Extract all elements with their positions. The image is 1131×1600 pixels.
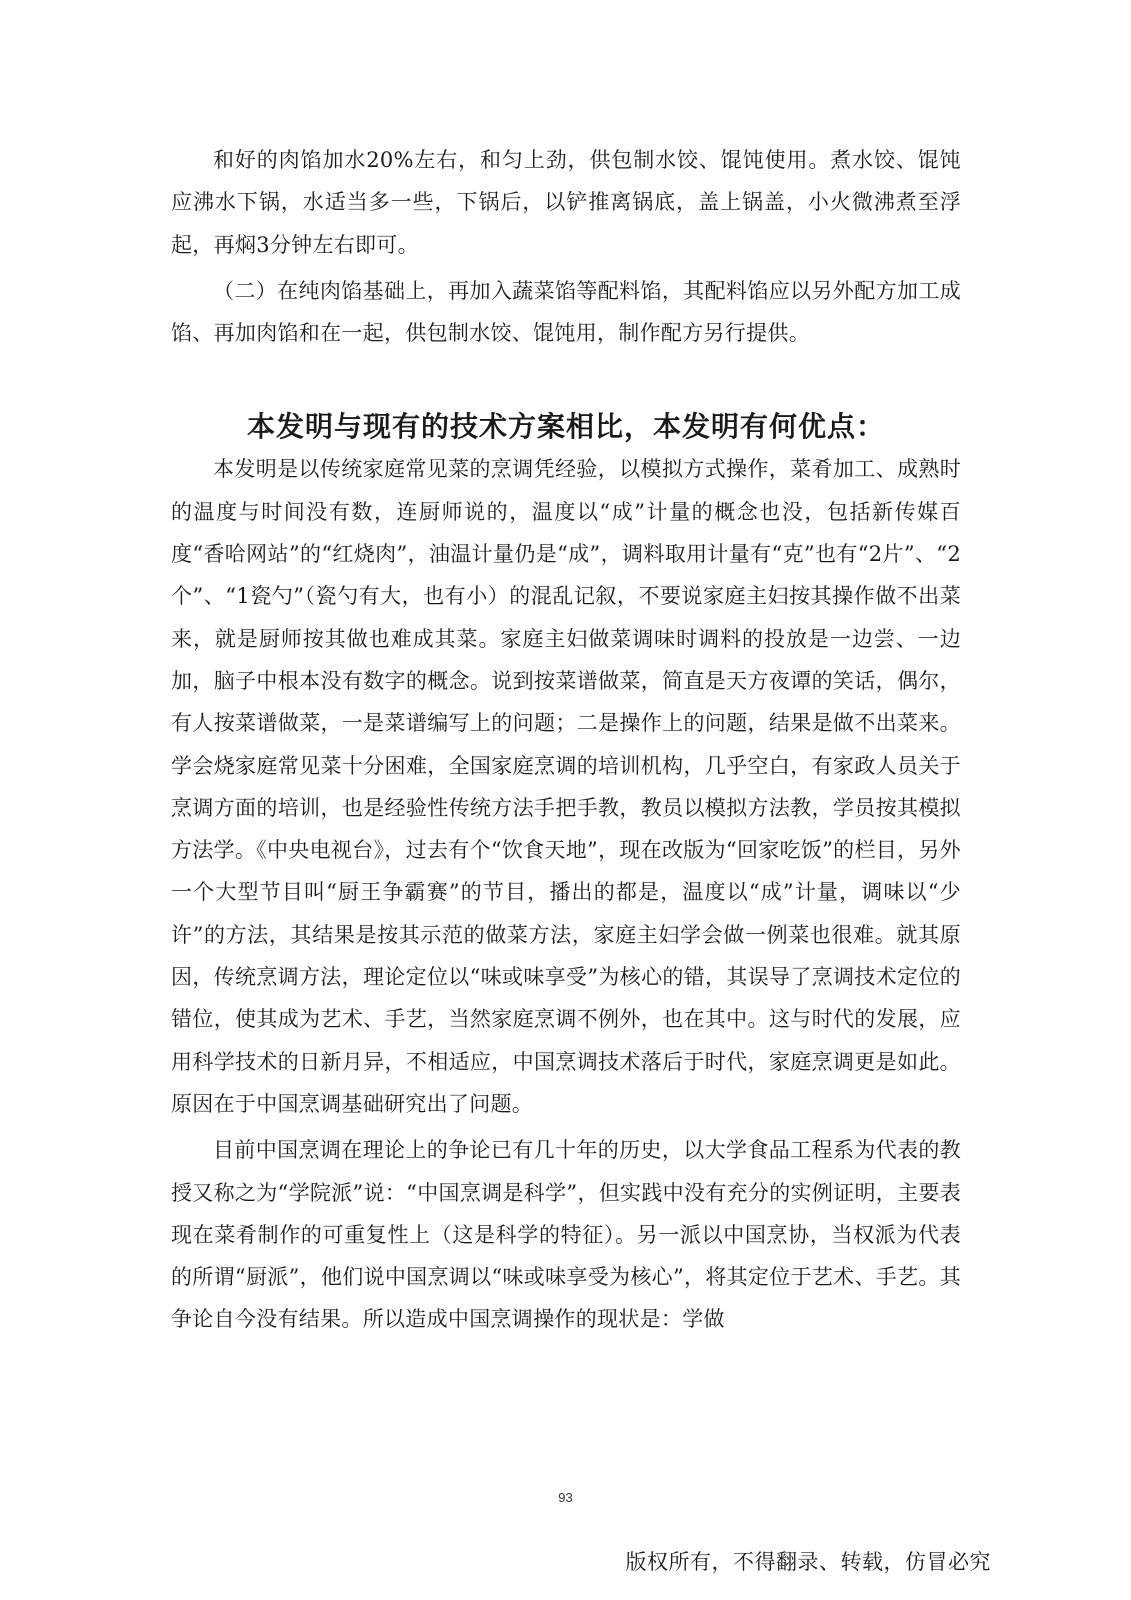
paragraph-theory-debate: 目前中国烹调在理论上的争论已有几十年的历史，以大学食品工程系为代表的教授又称之为“学院派”说：“中国烹调是科学”，但实践中没有充分的实例证明，主要表现在菜肴制作的可重复性上（这是科学的特征）。另一派以中国烹协，当权派为代表的所谓“厨派”，他们说中国烹调以“味或味享受为核心”，将其定位于艺术、手艺。其争论自今没有结果。所以造成中国烹调操作的现状是：学做	[171, 1138, 961, 1332]
paragraph-vegetable-filling: （二）在纯肉馅基础上，再加入蔬菜馅等配料馅，其配料馅应以另外配方加工成馅、再加肉馅和在一起，供包制水饺、馄饨用，制作配方另行提供。	[171, 278, 961, 346]
section-heading: 本发明与现有的技术方案相比，本发明有何优点：	[246, 410, 885, 444]
document-body	[171, 139, 961, 1341]
copyright-footer: 版权所有，不得翻录、转载，仿冒必究	[625, 1550, 991, 1574]
page-number: 93	[558, 1490, 573, 1505]
paragraph-traditional-cooking: 本发明是以传统家庭常见菜的烹调凭经验，以模拟方式操作，菜肴加工、成熟时的温度与时间没有数，连厨师说的，温度以“成”计量的概念也没，包括新传媒百度“香哈网站”的“红烧肉”，油温计量仍是“成”，调料取用计量有“克”也有“2片”、“2个”、“1瓷勺”（瓷勺有大，也有小）的混乱记叙，不要说家庭主妇按其操作做不出菜来，就是厨师按其做也难成其菜。家庭主妇做菜调味时调料的投放是一边尝、一边加，脑子中根本没有数字的概念。说到按菜谱做菜，简直是天方夜谭的笑话，偶尔，有人按菜谱做菜，一是菜谱编写上的问题；二是操作上的问题，结果是做不出菜来。学会烧家庭常见菜十分困难，全国家庭烹调的培训机构，几乎空白，有家政人员关于烹调方面的培训，也是经验性传统方法手把手教，教员以模拟方法教，学员按其模拟方法学。《中央电视台》，过去有个“饮食天地”，现在改版为“回家吃饭”的栏目，另外一个大型节目叫“厨王争霸赛”的节目，播出的都是，温度以“成”计量，调味以“少许”的方法，其结果是按其示范的做菜方法，家庭主妇学会做一例菜也很难。就其原因，传统烹调方法，理论定位以“味或味享受”为核心的错，其误导了烹调技术定位的错位，使其成为艺术、手艺，当然家庭烹调不例外，也在其中。这与时代的发展，应用科学技术的日新月异，不相适应，中国烹调技术落后于时代，家庭烹调更是如此。原因在于中国烹调基础研究出了问题。	[171, 457, 961, 1116]
paragraph-boiling-instructions: 和好的肉馅加水20%左右，和匀上劲，供包制水饺、馄饨使用。煮水饺、馄饨应沸水下锅，水适当多一些，下锅后，以铲推离锅底，盖上锅盖，小火微沸煮至浮起，再焖3分钟左右即可。	[171, 148, 961, 257]
